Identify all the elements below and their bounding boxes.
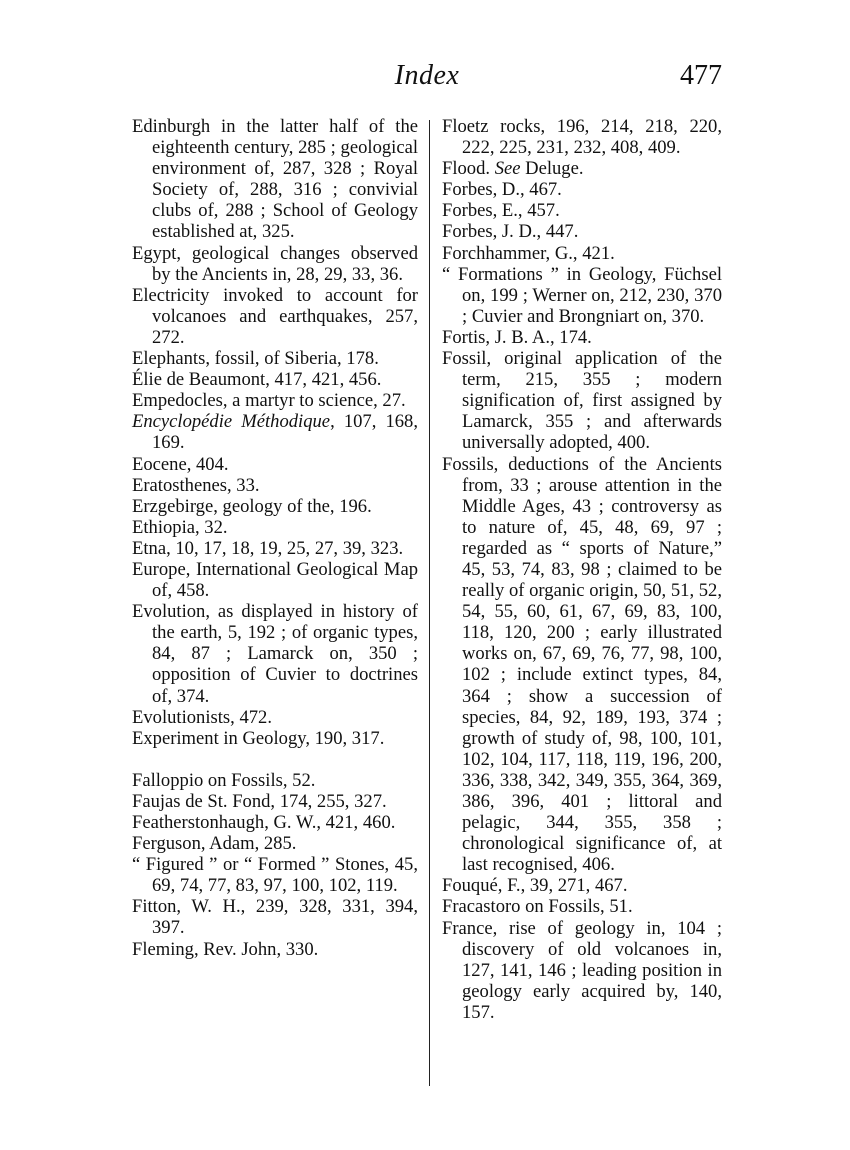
entry-text: Erzgebirge, geology of the, 196.	[132, 495, 372, 517]
index-entry	[132, 517, 418, 538]
index-entry	[132, 728, 418, 749]
entry-text: Evolutionists, 472.	[132, 706, 272, 728]
entry-text: , 107, 168, 169.	[152, 411, 418, 454]
index-entry	[132, 285, 418, 348]
entry-text: Ethiopia, 32.	[132, 516, 228, 538]
entry-text: Egypt, geological changes observed by the Ancients in, 28, 29, 33, 36.	[132, 242, 418, 285]
entry-text: Élie de Beaumont, 417, 421, 456.	[132, 369, 382, 391]
entry-text: Fortis, J. B. A., 174.	[442, 326, 592, 348]
entry-text: Forbes, E., 457.	[442, 200, 560, 222]
entry-text: Eratosthenes, 33.	[132, 474, 260, 496]
index-entry	[132, 601, 418, 706]
entry-text: Ferguson, Adam, 285.	[132, 833, 297, 855]
entry-text: Floetz rocks, 196, 214, 218, 220, 222, 225, 231, 232, 408, 409.	[442, 116, 722, 159]
entry-text: Edinburgh in the latter half of the eighteenth century, 285 ; geological environment of, 287, 328 ; Royal Society of, 288, 316 ; convivial clubs of, 288 ; School of Geology established at, 325.	[132, 116, 418, 243]
entry-italic: See	[494, 158, 521, 180]
index-entry	[442, 243, 722, 264]
entry-text: Fracastoro on Fossils, 51.	[442, 896, 633, 918]
index-entry	[442, 179, 722, 200]
index-entry	[442, 896, 722, 917]
index-entry	[442, 200, 722, 221]
entry-text: Fleming, Rev. John, 330.	[132, 938, 319, 960]
index-entry	[132, 243, 418, 285]
page-number: 477	[680, 60, 722, 91]
index-entry	[132, 854, 418, 896]
index-entry	[442, 158, 722, 179]
entry-text: Fitton, W. H., 239, 328, 331, 394, 397.	[132, 896, 418, 939]
index-entry	[442, 116, 722, 158]
index-column-left	[132, 116, 418, 960]
index-entry	[442, 918, 722, 1023]
index-entry	[132, 348, 418, 369]
entry-text: France, rise of geology in, 104 ; discovery of old volcanoes in, 127, 141, 146 ; leading position in geology early acquired by, 140, 157.	[442, 917, 722, 1023]
index-entry	[132, 411, 418, 453]
running-title: Index	[394, 60, 460, 91]
index-entry	[132, 390, 418, 411]
entry-text: Fossils, deductions of the Ancients from, 33 ; arouse attention in the Middle Ages, 43 ; controversy as to nature of, 45, 48, 69, 97 ; regarded as “ sports of Nature,” 45, 53, 74, 83, 98 ; claimed to be really of organic origin, 50, 51, 52, 54, 55, 60, 61, 67, 69, 83, 100, 118, 120, 200 ; early illustrated works on, 67, 69, 76, 77, 98, 100, 102 ; include extinct types, 84, 364 ; show a succession of species, 84, 92, 189, 193, 374 ; growth of study of, 98, 100, 101, 102, 104, 117, 118, 119, 196, 200, 336, 338, 342, 349, 355, 364, 369, 386, 396, 401 ; littoral and pelagic, 344, 355, 358 ; chronological significance of, at last recognised, 406.	[442, 453, 722, 876]
column-divider	[429, 120, 430, 1086]
index-column-right	[442, 116, 722, 1023]
entry-text: “ Figured ” or “ Formed ” Stones, 45, 69, 74, 77, 83, 97, 100, 102, 119.	[132, 854, 418, 897]
index-entry	[132, 559, 418, 601]
entry-text: Etna, 10, 17, 18, 19, 25, 27, 39, 323.	[132, 537, 404, 559]
entry-text: Empedocles, a martyr to science, 27.	[132, 390, 406, 412]
entry-text: Evolution, as displayed in history of the earth, 5, 192 ; of organic types, 84, 87 ; Lamarck on, 350 ; opposition of Cuvier to doctrines of, 374.	[132, 601, 418, 707]
index-entry	[132, 707, 418, 728]
index-entry	[442, 875, 722, 896]
index-entry	[132, 833, 418, 854]
index-entry	[442, 454, 722, 876]
entry-text: Featherstonhaugh, G. W., 421, 460.	[132, 812, 396, 833]
index-entry	[132, 475, 418, 496]
entry-text: Forbes, J. D., 447.	[442, 221, 579, 243]
entry-text: Forbes, D., 467.	[442, 179, 562, 201]
entry-text: Fouqué, F., 39, 271, 467.	[442, 875, 628, 897]
index-entry	[132, 939, 418, 960]
index-entry	[132, 896, 418, 938]
entry-text: Falloppio on Fossils, 52.	[132, 769, 316, 791]
index-entry	[442, 327, 722, 348]
index-entry	[132, 116, 418, 243]
entry-text: Eocene, 404.	[132, 453, 229, 475]
entry-text: Europe, International Geological Map of, 458.	[132, 558, 418, 602]
entry-text: Elephants, fossil, of Siberia, 178.	[132, 348, 379, 370]
entry-text: Forchhammer, G., 421.	[442, 242, 615, 264]
index-entry	[442, 348, 722, 453]
entry-text: “ Formations ” in Geology, Füchsel on, 199 ; Werner on, 212, 230, 370 ; Cuvier and Brongniart on, 370.	[442, 263, 722, 327]
index-entry	[132, 496, 418, 517]
index-entry	[132, 538, 418, 559]
index-entry	[132, 812, 418, 833]
entry-italic: Encyclopédie Méthodique	[132, 411, 331, 433]
index-entry	[132, 369, 418, 390]
index-entry	[442, 221, 722, 242]
entry-text: Flood.	[442, 158, 495, 180]
entry-text-after: Deluge.	[520, 158, 584, 180]
page-header	[132, 60, 722, 100]
entry-text: Faujas de St. Fond, 174, 255, 327.	[132, 790, 387, 812]
index-entry	[132, 454, 418, 475]
index-entry	[132, 770, 418, 791]
entry-text: Electricity invoked to account for volcanoes and earthquakes, 257, 272.	[132, 284, 418, 348]
entry-text: Fossil, original application of the term, 215, 355 ; modern signification of, first assigned by Lamarck, 355 ; and afterwards universally adopted, 400.	[442, 348, 722, 454]
entry-text: Experiment in Geology, 190, 317.	[132, 727, 385, 749]
index-entry	[442, 264, 722, 327]
index-entry	[132, 791, 418, 812]
